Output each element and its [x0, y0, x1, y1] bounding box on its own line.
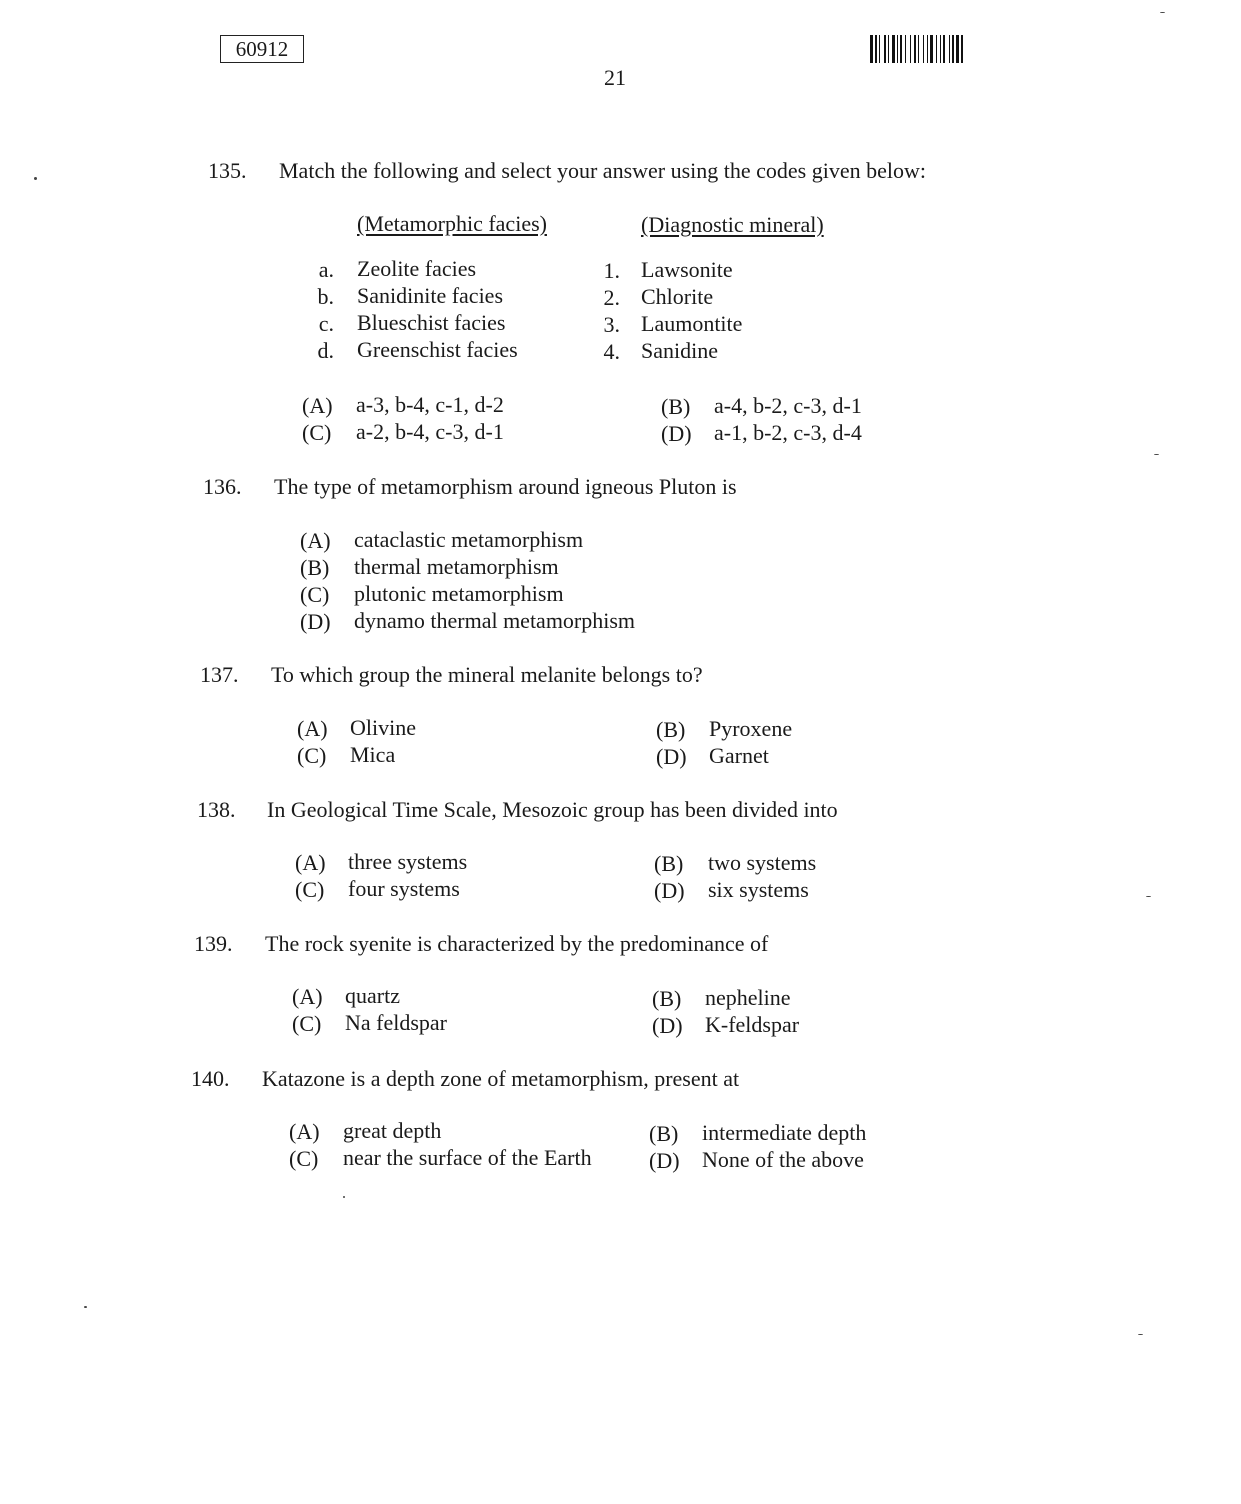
option-text: dynamo thermal metamorphism: [354, 608, 636, 633]
option-text: thermal metamorphism: [354, 554, 559, 579]
match-right-key: 2.: [603, 285, 620, 310]
barcode-icon: [870, 35, 1024, 63]
match-right-item: Chlorite: [641, 284, 714, 309]
option-text: cataclastic metamorphism: [354, 527, 584, 552]
option-text: a-2, b-4, c-3, d-1: [356, 419, 504, 444]
match-left-item: Zeolite facies: [357, 256, 477, 281]
match-right-item: Sanidine: [641, 338, 718, 363]
question-text: To which group the mineral melanite belongs to?: [271, 662, 703, 687]
option-text: great depth: [343, 1118, 442, 1143]
match-left-item: Greenschist facies: [357, 337, 518, 362]
option-label: (B): [661, 394, 691, 419]
option-text: near the surface of the Earth: [343, 1145, 592, 1170]
question-number: 136.: [203, 474, 242, 499]
match-column-right-heading: (Diagnostic mineral): [641, 212, 824, 237]
option-label: (C): [289, 1146, 319, 1171]
question-number: 138.: [197, 797, 236, 822]
question-text: Katazone is a depth zone of metamorphism, present at: [262, 1066, 740, 1091]
page-number: 21: [604, 65, 626, 90]
match-right-key: 4.: [603, 339, 620, 364]
option-text: three systems: [348, 849, 468, 874]
option-text: Olivine: [350, 715, 416, 740]
scan-speck: [34, 177, 37, 180]
match-left-key: c.: [318, 311, 334, 336]
option-label: (A): [292, 984, 323, 1009]
option-text: Pyroxene: [709, 716, 793, 741]
option-label: (B): [652, 986, 682, 1011]
question-number: 137.: [200, 662, 239, 687]
question-text: In Geological Time Scale, Mesozoic group has been divided into: [267, 797, 838, 822]
option-text: two systems: [708, 850, 817, 875]
option-text: a-1, b-2, c-3, d-4: [714, 420, 862, 445]
option-text: Mica: [350, 742, 396, 767]
option-label: (C): [295, 877, 325, 902]
option-label: (B): [654, 851, 684, 876]
option-text: Garnet: [709, 743, 769, 768]
match-left-item: Blueschist facies: [357, 310, 506, 335]
match-column-left-heading: (Metamorphic facies): [357, 211, 547, 236]
question-text: The type of metamorphism around igneous Pluton is: [274, 474, 737, 499]
paper-code-box: [220, 35, 304, 63]
match-left-key: d.: [317, 338, 334, 363]
scan-speck: [1138, 1334, 1143, 1335]
option-text: six systems: [708, 877, 809, 902]
option-label: (D): [654, 878, 685, 903]
option-label: (A): [302, 393, 333, 418]
option-label: (D): [661, 421, 692, 446]
option-text: Na feldspar: [345, 1010, 448, 1035]
question-text: Match the following and select your answer using the codes given below:: [279, 158, 927, 183]
match-right-item: Laumontite: [641, 311, 743, 336]
option-label: (B): [656, 717, 686, 742]
match-left-key: b.: [317, 284, 334, 309]
scan-speck: [1160, 12, 1165, 13]
option-label: (D): [652, 1013, 683, 1038]
option-text: a-4, b-2, c-3, d-1: [714, 393, 862, 418]
option-label: (A): [289, 1119, 320, 1144]
option-label: (C): [292, 1011, 322, 1036]
option-label: (D): [656, 744, 687, 769]
option-label: (C): [297, 743, 327, 768]
option-text: K-feldspar: [705, 1012, 800, 1037]
scan-speck: [1146, 896, 1151, 897]
option-text: quartz: [345, 983, 400, 1008]
question-number: 135.: [208, 158, 247, 183]
option-label: (D): [649, 1148, 680, 1173]
match-left-key: a.: [318, 257, 334, 282]
option-label: (A): [295, 850, 326, 875]
option-text: intermediate depth: [702, 1120, 867, 1145]
option-label: (B): [300, 555, 330, 580]
match-left-item: Sanidinite facies: [357, 283, 504, 308]
scan-speck: [1154, 454, 1159, 455]
option-text: plutonic metamorphism: [354, 581, 564, 606]
question-number: 139.: [194, 931, 233, 956]
option-label: (B): [649, 1121, 679, 1146]
match-right-key: 1.: [603, 258, 620, 283]
match-right-item: Lawsonite: [641, 257, 733, 282]
paper-code: 60912: [235, 36, 289, 61]
option-label: (C): [300, 582, 330, 607]
option-text: None of the above: [702, 1147, 864, 1172]
option-text: a-3, b-4, c-1, d-2: [356, 392, 504, 417]
scan-speck: [84, 1306, 87, 1308]
option-label: (C): [302, 420, 332, 445]
scan-speck: [343, 1196, 345, 1198]
match-right-key: 3.: [603, 312, 620, 337]
question-number: 140.: [191, 1066, 230, 1091]
question-text: The rock syenite is characterized by the predominance of: [265, 931, 769, 956]
option-text: nepheline: [705, 985, 791, 1010]
option-label: (D): [300, 609, 331, 634]
option-label: (A): [297, 716, 328, 741]
option-label: (A): [300, 528, 331, 553]
option-text: four systems: [348, 876, 460, 901]
